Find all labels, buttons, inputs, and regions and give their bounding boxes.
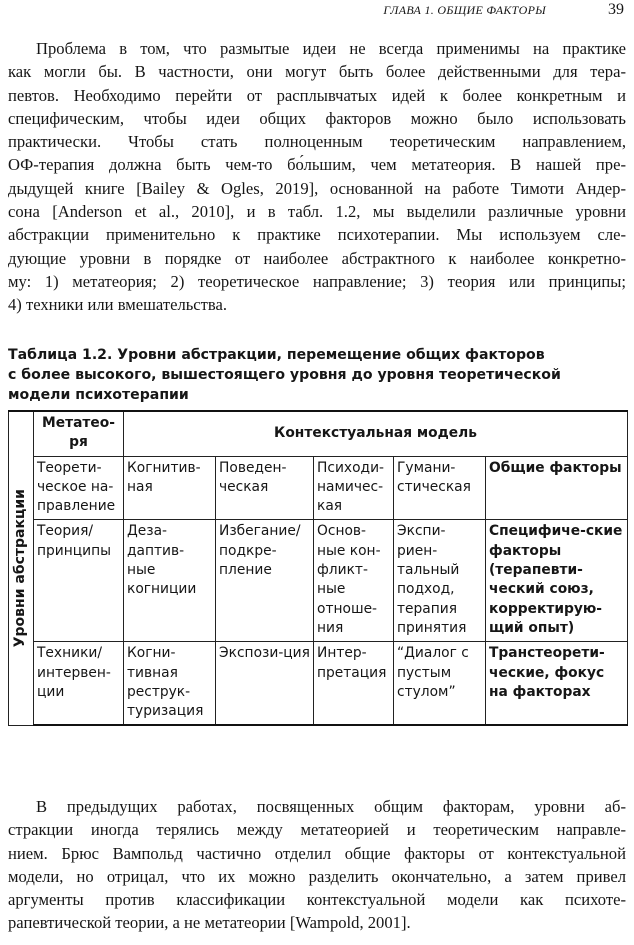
- text-line: модели, но отрицал, что их можно разделить окончательно, а затем привел: [8, 866, 626, 886]
- table-cell: Теория/ принципы: [34, 520, 124, 642]
- table-cell: Теорети-ческое на-правление: [34, 456, 124, 520]
- text-line: В предыдущих работах, посвященных общим факторам, уровни аб-: [36, 797, 626, 816]
- table-cell: Психоди-намичес-кая: [314, 456, 394, 520]
- side-label: Уровни абстракции: [12, 489, 29, 648]
- table-cell: Техники/ интервен-ции: [34, 642, 124, 726]
- table-cell: Поведен-ческая: [216, 456, 314, 520]
- table-cell: Основ-ные кон-фликт-ные отноше-ния: [314, 520, 394, 642]
- running-header: [0, 0, 634, 22]
- paragraph-intro: [8, 37, 626, 317]
- text-line: нием. Брюс Вампольд частично отделил общие факторы от контекстуальной: [8, 843, 626, 863]
- table-cell: Транстеорети-ческие, фокус на факторах: [486, 642, 628, 726]
- table-header-row: [9, 411, 628, 456]
- table-cell: Экспози-ция: [216, 642, 314, 726]
- table-row: [9, 642, 628, 726]
- table-caption: [8, 345, 626, 405]
- text-line: абстракции применительно к практике психотерапии. Мы используем сле-: [8, 225, 626, 245]
- header-contextual-model: Контекстуальная модель: [124, 411, 628, 456]
- text-line: Проблема в том, что размытые идеи не всегда применимы на практике: [36, 39, 626, 58]
- paragraph-body: [8, 795, 626, 935]
- side-label-cell: [9, 411, 34, 725]
- table-cell: Деза-даптив-ные когниции: [124, 520, 216, 642]
- abstraction-levels-table: [8, 410, 628, 726]
- caption-line: модели психотерапии: [8, 387, 189, 403]
- table-cell: Избегание/ подкре-пление: [216, 520, 314, 642]
- text-line: певтов. Необходимо перейти от расплывчатых идей к более конкретным и: [8, 85, 626, 105]
- table-cell: Когнитив-ная: [124, 456, 216, 520]
- table-row: [9, 456, 628, 520]
- text-line: аргументы против классификации контекстуальной модели как психоте-: [8, 890, 626, 910]
- running-title: ГЛАВА 1. ОБЩИЕ ФАКТОРЫ: [383, 3, 546, 17]
- table-row: [9, 520, 628, 642]
- text-line: дыдущей книге [Bailey & Ogles, 2019], основанной на работе Тимоти Андер-: [8, 178, 626, 198]
- text-line: как могли бы. В частности, они могут быть более действенными для тера-: [8, 62, 626, 82]
- text-line: сона [Anderson et al., 2010], и в табл. 1.2, мы выделили различные уровни: [8, 202, 626, 222]
- table-cell: Когни-тивная реструк-туризация: [124, 642, 216, 726]
- text-line: стракции иногда терялись между метатеорией и теоретическим направле-: [8, 820, 626, 840]
- text-line: му: 1) метатеория; 2) теоретическое направление; 3) теория или принципы;: [8, 271, 626, 291]
- page-number: 39: [608, 1, 624, 18]
- table-cell: Специфиче-ские факторы (терапевти-ческий союз, корректирую-щий опыт): [486, 520, 628, 642]
- caption-line: Таблица 1.2. Уровни абстракции, перемещение общих факторов: [8, 347, 545, 363]
- table-cell: Интер-претация: [314, 642, 394, 726]
- text-line: 4) техники или вмешательства.: [8, 295, 228, 315]
- text-line: специфическим, чтобы идеи общих факторов можно было использовать: [8, 108, 626, 128]
- caption-line: с более высокого, вышестоящего уровня до уровня теоретической: [8, 367, 561, 383]
- text-line: практически. Чтобы стать полноценным теоретическим направлением,: [8, 132, 626, 152]
- table-cell: Гумани-стическая: [394, 456, 486, 520]
- text-line: дующие уровни в порядке от наиболее абстрактного к наиболее конкретно-: [8, 248, 626, 268]
- text-line: рапевтической теории, а не метатеории [Wampold, 2001].: [8, 913, 411, 933]
- header-metatheory: Метатео-ря: [34, 411, 124, 456]
- text-line: ОФ-терапия должна быть чем-то бо́льшим, чем метатеория. В нашей пре-: [8, 155, 626, 175]
- table-cell: Общие факторы: [486, 456, 628, 520]
- table-cell: Экспи-риен-тальный подход, терапия принятия: [394, 520, 486, 642]
- table-cell: “Диалог с пустым стулом”: [394, 642, 486, 726]
